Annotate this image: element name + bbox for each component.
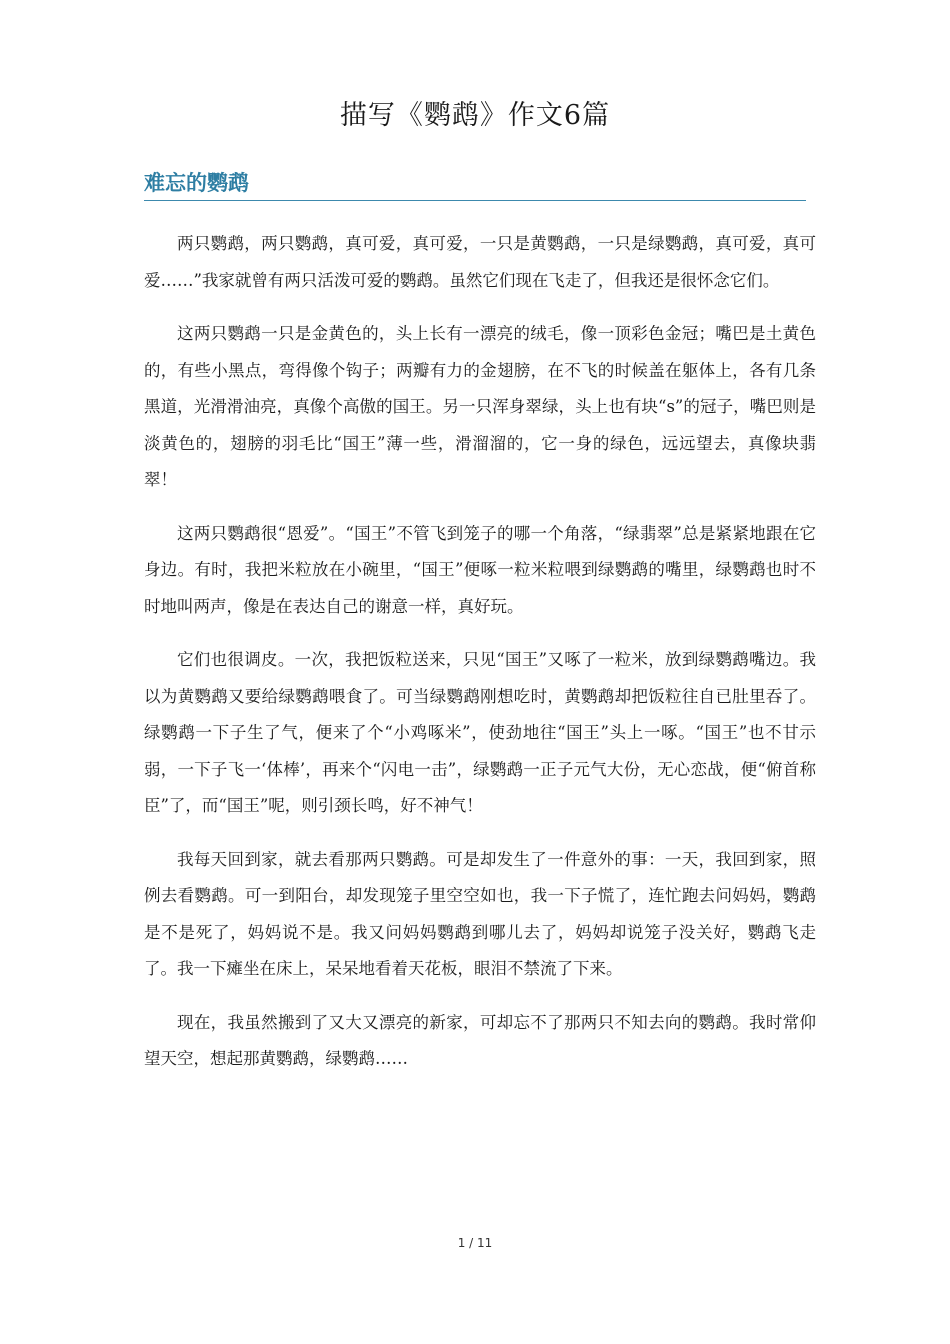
- paragraph-4: 它们也很调皮。一次，我把饭粒送来，只见“国王”又啄了一粒米，放到绿鹦鹉嘴边。我以为黄鹦鹉又要给绿鹦鹉喂食了。可当绿鹦鹉刚想吃时，黄鹦鹉却把饭粒往自已肚里吞了。绿鹦鹉一下子生了气，便来了个“小鸡啄米”，使劲地往“国王”头上一啄。“国王”也不甘示弱，一下子飞一‘体棒’，再来个“闪电一击”，绿鹦鹉一正子元气大份，无心恋战，便“俯首称臣”了，而“国王”呢，则引颈长鸣，好不神气！: [144, 650, 816, 815]
- page-number: 1 / 11: [457, 1236, 493, 1250]
- paragraph-3: 这两只鹦鹉很“恩爱”。“国王”不管飞到笼子的哪一个角落，“绿翡翠”总是紧紧地跟在它身边。有时，我把米粒放在小碗里，“国王”便啄一粒米粒喂到绿鹦鹉的嘴里，绿鹦鹉也时不时地叫两声，像是在表达自己的谢意一样，真好玩。: [144, 523, 816, 616]
- paragraph-5: 我每天回到家，就去看那两只鹦鹉。可是却发生了一件意外的事：一天，我回到家，照例去看鹦鹉。可一到阳台，却发现笼子里空空如也，我一下子慌了，连忙跑去问妈妈，鹦鹉是不是死了，妈妈说不是。我又问妈妈鹦鹉到哪儿去了，妈妈却说笼子没关好，鹦鹉飞走了。我一下瘫坐在床上，呆呆地看着天花板，眼泪不禁流了下来。: [144, 849, 816, 978]
- paragraph-2: 这两只鹦鹉一只是金黄色的，头上长有一漂亮的绒毛，像一顶彩色金冠；嘴巴是土黄色的，有些小黑点，弯得像个钩子；两瓣有力的金翅膀，在不飞的时候盖在躯体上，各有几条黑道，光滑滑油亮，真像个高傲的国王。另一只浑身翠绿，头上也有块“s”的冠子，嘴巴则是淡黄色的，翅膀的羽毛比“国王”薄一些，滑溜溜的，它一身的绿色，远远望去，真像块翡翠！: [144, 324, 816, 489]
- document-title: 描写《鹦鹉》作文6篇: [339, 100, 611, 131]
- essay-body: [144, 226, 816, 1095]
- section-heading: 难忘的鹦鹉: [144, 168, 806, 201]
- paragraph-1: 两只鹦鹉，两只鹦鹉，真可爱，真可爱，一只是黄鹦鹉，一只是绿鹦鹉，真可爱，真可爱……”我家就曾有两只活泼可爱的鹦鹉。虽然它们现在飞走了，但我还是很怀念它们。: [144, 234, 816, 290]
- paragraph-6: 现在，我虽然搬到了又大又漂亮的新家，可却忘不了那两只不知去向的鹦鹉。我时常仰望天空，想起那黄鹦鹉，绿鹦鹉……: [144, 1012, 816, 1068]
